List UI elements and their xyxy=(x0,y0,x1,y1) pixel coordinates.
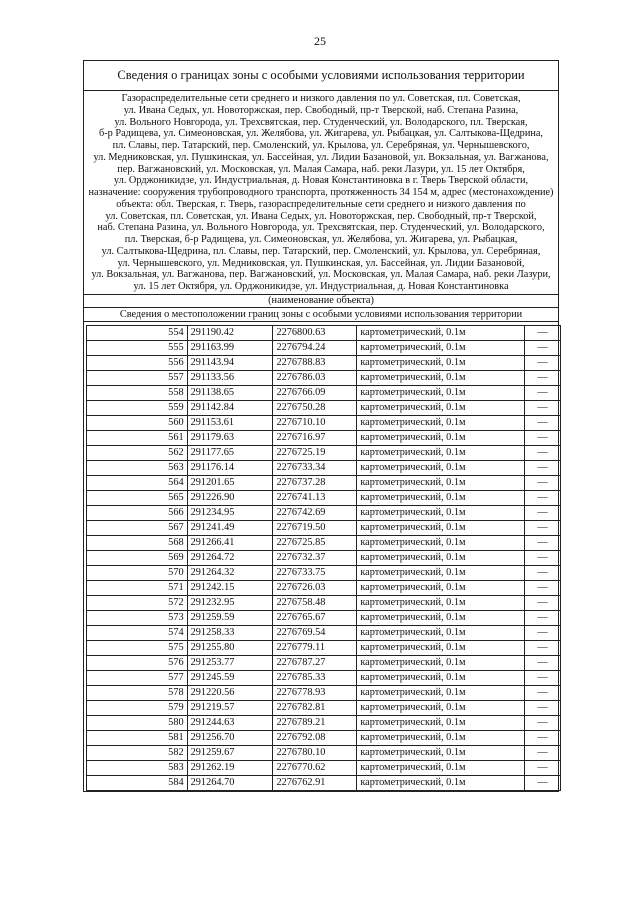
note-cell: — xyxy=(525,640,561,655)
x-coordinate-cell: 291177.65 xyxy=(187,445,273,460)
description-line: пл. Тверская, б-р Радищева, ул. Симеоновская, ул. Желябова, ул. Жигарева, ул. Рыбацкая, xyxy=(124,234,518,245)
description-line: наб. Степана Разина, ул. Вольного Новгорода, ул. Трехсвятская, пер. Студенческий, ул. Володарского, xyxy=(97,222,545,234)
description-line: ул. Ивана Седых, ул. Новоторжская, пер. Свободный, пр-т Тверской, наб. Степана Разина, xyxy=(123,104,519,116)
description-line: пл. Славы, пер. Татарский, пер. Смоленский, ул. Крылова, ул. Серебряная, ул. Чернышевского, xyxy=(112,140,530,151)
description-line: ул. 15 лет Октября, ул. Орджоникидзе, ул. Индустриальная, д. Новая Константиновка xyxy=(133,281,509,292)
note-cell: — xyxy=(525,745,561,760)
y-coordinate-cell: 2276800.63 xyxy=(273,325,357,340)
y-coordinate-cell: 2276780.10 xyxy=(273,745,357,760)
x-coordinate-cell: 291142.84 xyxy=(187,400,273,415)
table-row xyxy=(87,415,561,430)
note-cell: — xyxy=(525,580,561,595)
y-coordinate-cell: 2276719.50 xyxy=(273,520,357,535)
point-number-cell: 575 xyxy=(87,640,188,655)
table-row xyxy=(87,625,561,640)
note-cell: — xyxy=(525,655,561,670)
x-coordinate-cell: 291234.95 xyxy=(187,505,273,520)
x-coordinate-cell: 291255.80 xyxy=(187,640,273,655)
point-number-cell: 569 xyxy=(87,550,188,565)
point-number-cell: 554 xyxy=(87,325,188,340)
x-coordinate-cell: 291133.56 xyxy=(187,370,273,385)
table-row xyxy=(87,475,561,490)
y-coordinate-cell: 2276779.11 xyxy=(273,640,357,655)
table-row xyxy=(87,520,561,535)
note-cell: — xyxy=(525,775,561,790)
x-coordinate-cell: 291245.59 xyxy=(187,670,273,685)
x-coordinate-cell: 291259.67 xyxy=(187,745,273,760)
point-number-cell: 574 xyxy=(87,625,188,640)
point-number-cell: 565 xyxy=(87,490,188,505)
point-number-cell: 573 xyxy=(87,610,188,625)
table-row xyxy=(87,340,561,355)
table-row xyxy=(87,490,561,505)
method-cell: картометрический, 0.1м xyxy=(357,775,525,790)
description-line: Газораспределительные сети среднего и низкого давления по ул. Советская, пл. Советская, xyxy=(121,93,521,104)
note-cell: — xyxy=(525,475,561,490)
y-coordinate-cell: 2276788.83 xyxy=(273,355,357,370)
x-coordinate-cell: 291264.32 xyxy=(187,565,273,580)
point-number-cell: 576 xyxy=(87,655,188,670)
point-number-cell: 580 xyxy=(87,715,188,730)
table-row xyxy=(87,325,561,340)
table-row xyxy=(87,505,561,520)
method-cell: картометрический, 0.1м xyxy=(357,640,525,655)
x-coordinate-cell: 291163.99 xyxy=(187,340,273,355)
note-cell: — xyxy=(525,595,561,610)
description-line: ул. Медниковская, ул. Пушкинская, ул. Бассейная, ул. Лидии Базановой, ул. Вокзальная, ул. Вагжанова, xyxy=(93,151,549,163)
table-row xyxy=(87,580,561,595)
note-cell: — xyxy=(525,415,561,430)
object-name-caption: (наименование объекта) xyxy=(84,295,558,308)
method-cell: картометрический, 0.1м xyxy=(357,445,525,460)
y-coordinate-cell: 2276765.67 xyxy=(273,610,357,625)
method-cell: картометрический, 0.1м xyxy=(357,520,525,535)
y-coordinate-cell: 2276725.19 xyxy=(273,445,357,460)
point-number-cell: 577 xyxy=(87,670,188,685)
document-title: Сведения о границах зоны с особыми условиями использования территории xyxy=(84,61,558,91)
table-row xyxy=(87,565,561,580)
note-cell: — xyxy=(525,370,561,385)
description-line: ул. Вольного Новгорода, ул. Трехсвятская, пер. Студенческий, ул. Володарского, пл. Тверская, xyxy=(114,116,528,128)
page-number: 25 xyxy=(314,34,326,48)
description-line: ул. Орджоникидзе, ул. Индустриальная, д. Новая Константиновка в г. Тверь Тверской области, xyxy=(113,175,529,187)
point-number-cell: 584 xyxy=(87,775,188,790)
method-cell: картометрический, 0.1м xyxy=(357,475,525,490)
y-coordinate-cell: 2276733.75 xyxy=(273,565,357,580)
point-number-cell: 572 xyxy=(87,595,188,610)
method-cell: картометрический, 0.1м xyxy=(357,490,525,505)
note-cell: — xyxy=(525,445,561,460)
note-cell: — xyxy=(525,730,561,745)
note-cell: — xyxy=(525,685,561,700)
x-coordinate-cell: 291241.49 xyxy=(187,520,273,535)
y-coordinate-cell: 2276732.37 xyxy=(273,550,357,565)
point-number-cell: 561 xyxy=(87,430,188,445)
x-coordinate-cell: 291253.77 xyxy=(187,655,273,670)
x-coordinate-cell: 291201.65 xyxy=(187,475,273,490)
y-coordinate-cell: 2276770.62 xyxy=(273,760,357,775)
note-cell: — xyxy=(525,430,561,445)
method-cell: картометрический, 0.1м xyxy=(357,370,525,385)
method-cell: картометрический, 0.1м xyxy=(357,685,525,700)
point-number-cell: 556 xyxy=(87,355,188,370)
zone-boundary-frame xyxy=(83,60,559,792)
x-coordinate-cell: 291179.63 xyxy=(187,430,273,445)
table-row xyxy=(87,430,561,445)
method-cell: картометрический, 0.1м xyxy=(357,715,525,730)
table-row xyxy=(87,385,561,400)
point-number-cell: 583 xyxy=(87,760,188,775)
x-coordinate-cell: 291232.95 xyxy=(187,595,273,610)
note-cell: — xyxy=(525,460,561,475)
x-coordinate-cell: 291244.63 xyxy=(187,715,273,730)
point-number-cell: 581 xyxy=(87,730,188,745)
y-coordinate-cell: 2276750.28 xyxy=(273,400,357,415)
table-row xyxy=(87,535,561,550)
table-row xyxy=(87,730,561,745)
method-cell: картометрический, 0.1м xyxy=(357,580,525,595)
point-number-cell: 566 xyxy=(87,505,188,520)
y-coordinate-cell: 2276716.97 xyxy=(273,430,357,445)
point-number-cell: 579 xyxy=(87,700,188,715)
x-coordinate-cell: 291226.90 xyxy=(187,490,273,505)
point-number-cell: 560 xyxy=(87,415,188,430)
table-row xyxy=(87,550,561,565)
table-row xyxy=(87,400,561,415)
point-number-cell: 562 xyxy=(87,445,188,460)
description-line: пер. Вагжановский, ул. Московская, ул. Малая Самара, наб. реки Лазури, ул. 15 лет Октября, xyxy=(117,163,525,175)
table-row xyxy=(87,760,561,775)
point-number-cell: 578 xyxy=(87,685,188,700)
note-cell: — xyxy=(525,340,561,355)
method-cell: картометрический, 0.1м xyxy=(357,655,525,670)
table-row xyxy=(87,700,561,715)
description-line: назначение: сооружения трубопроводного транспорта, протяженность 34 154 м, адрес (местонахождение) xyxy=(88,187,554,198)
method-cell: картометрический, 0.1м xyxy=(357,745,525,760)
coordinates-table-wrap xyxy=(84,322,558,791)
y-coordinate-cell: 2276733.34 xyxy=(273,460,357,475)
x-coordinate-cell: 291264.72 xyxy=(187,550,273,565)
table-row xyxy=(87,355,561,370)
y-coordinate-cell: 2276789.21 xyxy=(273,715,357,730)
note-cell: — xyxy=(525,715,561,730)
method-cell: картометрический, 0.1м xyxy=(357,730,525,745)
method-cell: картометрический, 0.1м xyxy=(357,610,525,625)
x-coordinate-cell: 291219.57 xyxy=(187,700,273,715)
method-cell: картометрический, 0.1м xyxy=(357,340,525,355)
x-coordinate-cell: 291259.59 xyxy=(187,610,273,625)
point-number-cell: 582 xyxy=(87,745,188,760)
note-cell: — xyxy=(525,565,561,580)
y-coordinate-cell: 2276769.54 xyxy=(273,625,357,640)
table-row xyxy=(87,370,561,385)
coordinates-table xyxy=(86,325,561,791)
method-cell: картометрический, 0.1м xyxy=(357,460,525,475)
description-line: ул. Советская, пл. Советская, ул. Ивана Седых, ул. Новоторжская, пер. Свободный, пр-т Тверской, xyxy=(105,210,537,222)
method-cell: картометрический, 0.1м xyxy=(357,385,525,400)
x-coordinate-cell: 291153.61 xyxy=(187,415,273,430)
table-row xyxy=(87,595,561,610)
y-coordinate-cell: 2276766.09 xyxy=(273,385,357,400)
table-row xyxy=(87,460,561,475)
y-coordinate-cell: 2276737.28 xyxy=(273,475,357,490)
x-coordinate-cell: 291242.15 xyxy=(187,580,273,595)
x-coordinate-cell: 291266.41 xyxy=(187,535,273,550)
y-coordinate-cell: 2276741.13 xyxy=(273,490,357,505)
y-coordinate-cell: 2276785.33 xyxy=(273,670,357,685)
y-coordinate-cell: 2276758.48 xyxy=(273,595,357,610)
x-coordinate-cell: 291190.42 xyxy=(187,325,273,340)
x-coordinate-cell: 291264.70 xyxy=(187,775,273,790)
point-number-cell: 558 xyxy=(87,385,188,400)
note-cell: — xyxy=(525,700,561,715)
y-coordinate-cell: 2276794.24 xyxy=(273,340,357,355)
y-coordinate-cell: 2276778.93 xyxy=(273,685,357,700)
table-row xyxy=(87,775,561,790)
table-row xyxy=(87,685,561,700)
point-number-cell: 568 xyxy=(87,535,188,550)
y-coordinate-cell: 2276792.08 xyxy=(273,730,357,745)
note-cell: — xyxy=(525,520,561,535)
table-row xyxy=(87,610,561,625)
point-number-cell: 563 xyxy=(87,460,188,475)
x-coordinate-cell: 291176.14 xyxy=(187,460,273,475)
note-cell: — xyxy=(525,535,561,550)
point-number-cell: 557 xyxy=(87,370,188,385)
note-cell: — xyxy=(525,550,561,565)
x-coordinate-cell: 291256.70 xyxy=(187,730,273,745)
x-coordinate-cell: 291138.65 xyxy=(187,385,273,400)
x-coordinate-cell: 291220.56 xyxy=(187,685,273,700)
description-line: ул. Чернышевского, ул. Медниковская, ул. Пушкинская, ул. Бассейная, ул. Лидии Базановой, xyxy=(117,257,525,269)
y-coordinate-cell: 2276786.03 xyxy=(273,370,357,385)
table-row xyxy=(87,745,561,760)
method-cell: картометрический, 0.1м xyxy=(357,400,525,415)
table-row xyxy=(87,715,561,730)
x-coordinate-cell: 291143.94 xyxy=(187,355,273,370)
method-cell: картометрический, 0.1м xyxy=(357,670,525,685)
y-coordinate-cell: 2276762.91 xyxy=(273,775,357,790)
description-line: объекта: обл. Тверская, г. Тверь, газораспределительные сети среднего и низкого давления по xyxy=(116,198,526,210)
note-cell: — xyxy=(525,760,561,775)
note-cell: — xyxy=(525,400,561,415)
table-row xyxy=(87,640,561,655)
method-cell: картометрический, 0.1м xyxy=(357,355,525,370)
note-cell: — xyxy=(525,385,561,400)
note-cell: — xyxy=(525,490,561,505)
note-cell: — xyxy=(525,355,561,370)
note-cell: — xyxy=(525,325,561,340)
note-cell: — xyxy=(525,670,561,685)
point-number-cell: 559 xyxy=(87,400,188,415)
point-number-cell: 555 xyxy=(87,340,188,355)
point-number-cell: 571 xyxy=(87,580,188,595)
object-description xyxy=(84,91,558,295)
point-number-cell: 567 xyxy=(87,520,188,535)
method-cell: картометрический, 0.1м xyxy=(357,565,525,580)
note-cell: — xyxy=(525,505,561,520)
method-cell: картометрический, 0.1м xyxy=(357,325,525,340)
method-cell: картометрический, 0.1м xyxy=(357,760,525,775)
note-cell: — xyxy=(525,610,561,625)
table-row xyxy=(87,670,561,685)
table-row xyxy=(87,445,561,460)
y-coordinate-cell: 2276787.27 xyxy=(273,655,357,670)
method-cell: картометрический, 0.1м xyxy=(357,505,525,520)
method-cell: картометрический, 0.1м xyxy=(357,535,525,550)
description-line: ул. Салтыкова-Щедрина, пл. Славы, пер. Татарский, пер. Смоленский, ул. Крылова, ул. Серебряная, xyxy=(101,245,541,257)
point-number-cell: 564 xyxy=(87,475,188,490)
method-cell: картометрический, 0.1м xyxy=(357,430,525,445)
y-coordinate-cell: 2276726.03 xyxy=(273,580,357,595)
location-caption: Сведения о местоположении границ зоны с особыми условиями использования территории xyxy=(84,308,558,322)
method-cell: картометрический, 0.1м xyxy=(357,700,525,715)
note-cell: — xyxy=(525,625,561,640)
method-cell: картометрический, 0.1м xyxy=(357,550,525,565)
point-number-cell: 570 xyxy=(87,565,188,580)
y-coordinate-cell: 2276782.81 xyxy=(273,700,357,715)
x-coordinate-cell: 291258.33 xyxy=(187,625,273,640)
description-line: ул. Вокзальная, ул. Вагжанова, пер. Вагжановский, ул. Московская, ул. Малая Самара, наб. реки Лазури, xyxy=(91,269,551,281)
x-coordinate-cell: 291262.19 xyxy=(187,760,273,775)
description-line: б-р Радищева, ул. Симеоновская, ул. Желябова, ул. Жигарева, ул. Рыбацкая, ул. Салтыкова-Щедрина, xyxy=(99,128,543,140)
y-coordinate-cell: 2276710.10 xyxy=(273,415,357,430)
y-coordinate-cell: 2276725.85 xyxy=(273,535,357,550)
y-coordinate-cell: 2276742.69 xyxy=(273,505,357,520)
method-cell: картометрический, 0.1м xyxy=(357,625,525,640)
table-row xyxy=(87,655,561,670)
method-cell: картометрический, 0.1м xyxy=(357,595,525,610)
method-cell: картометрический, 0.1м xyxy=(357,415,525,430)
